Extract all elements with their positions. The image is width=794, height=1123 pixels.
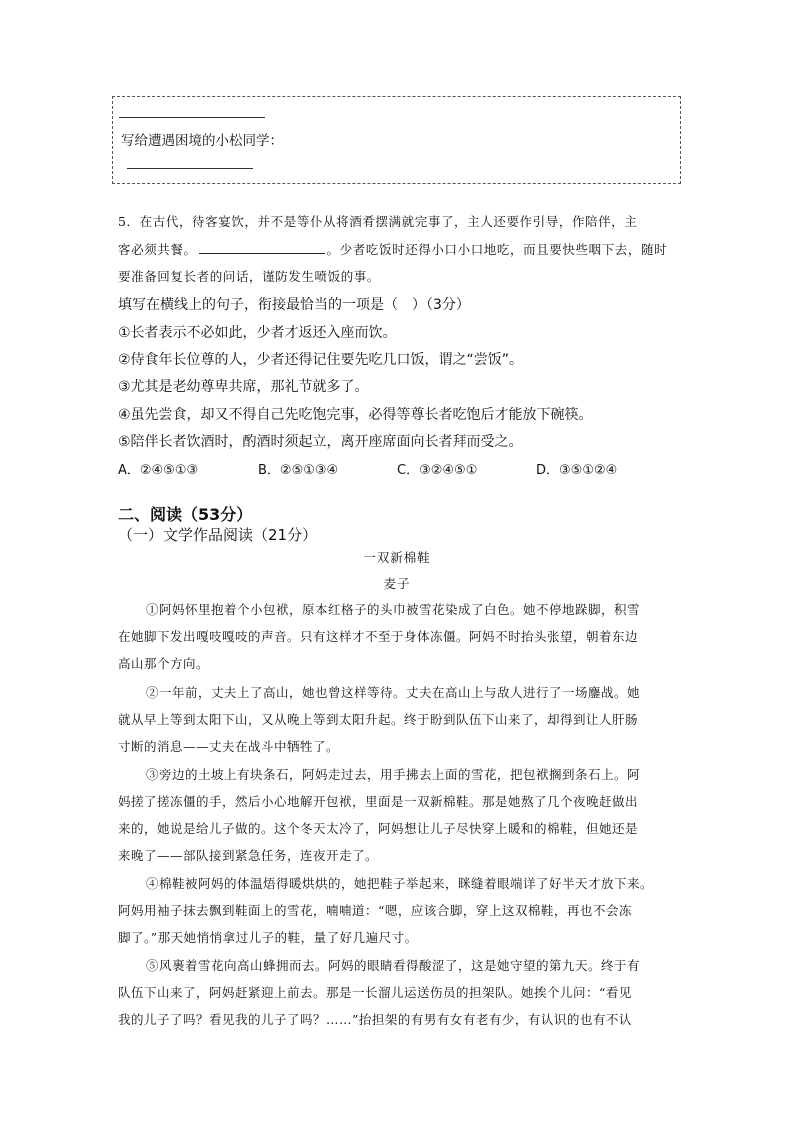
p2-line-2: 就从早上等到太阳下山，又从晚上等到太阳升起。终于盼到队伍下山来了，却得到让人肝肠: [118, 712, 639, 727]
q5-sentence-2: ②侍食年长位尊的人，少者还得记住要先吃几口饭，谓之“尝饭”。: [118, 352, 524, 368]
p2-line-1: ②一年前，丈夫上了高山，她也曾这样等待。丈夫在高山上与敌人进行了一场鏖战。她: [146, 685, 641, 700]
q5-sentence-1: ①长者表示不必如此，少者才返还入座而饮。: [118, 325, 397, 341]
p3-line-2: 妈搓了搓冻僵的手，然后小心地解开包袱，里面是一双新棉鞋。那是她熬了几个夜晚赶做出: [118, 794, 639, 809]
p4-line-1: ④棉鞋被阿妈的体温焐得暖烘烘的，她把鞋子举起来，眯缝着眼端详了好半天才放下来。: [146, 876, 654, 891]
p5-line-1: ⑤风裹着雪花向高山蜂拥而去。阿妈的眼睛看得酸涩了，这是她守望的第九天。终于有: [146, 958, 641, 973]
q5-sentence-5: ⑤陪伴长者饮酒时，酌酒时须起立，离开座席面向长者拜而受之。: [118, 434, 523, 450]
p3-line-4: 来晚了——部队接到紧急任务，连夜开走了。: [118, 848, 379, 863]
q5-option-b[interactable]: B．②⑤①③④: [258, 463, 339, 478]
q5-sentence-3: ③尤其是老幼尊卑共席，那礼节就多了。: [118, 379, 369, 395]
p3-line-1: ③旁边的土坡上有块条石，阿妈走过去，用手拂去上面的雪花，把包袱搁到条石上。阿: [146, 767, 641, 782]
q5-fill-blank[interactable]: [199, 241, 325, 254]
section-title: 二、阅读（53分）: [118, 505, 253, 524]
q5-line-3: 要准备回复长者的问话，谨防发生喷饭的事。: [118, 269, 381, 284]
answer-box-label: 写给遭遇困境的小松同学：: [121, 133, 283, 149]
p5-line-3: 我的儿子了吗？看见我的儿子了吗？……”抬担架的有男有女有老有少，有认识的也有不认: [118, 1012, 632, 1027]
answer-blank-top[interactable]: [119, 117, 265, 118]
p3-line-3: 来的，她说是给儿子做的。这个冬天太冷了，阿妈想让儿子尽快穿上暖和的棉鞋，但她还是: [118, 821, 639, 836]
q5-option-c[interactable]: C．③②④⑤①: [397, 463, 478, 478]
q5-option-a[interactable]: A．②④⑤①③: [118, 463, 199, 478]
q5-option-d[interactable]: D．③⑤①②④: [536, 463, 618, 478]
q5-line-2: [118, 240, 667, 258]
story-title: 一双新棉鞋: [363, 550, 431, 565]
p1-line-2: 在她脚下发出嘎吱嘎吱的声音。只有这样才不至于身体冻僵。阿妈不时抬头张望，朝着东边: [118, 629, 639, 644]
p2-line-3: 寸断的消息——丈夫在战斗中牺牲了。: [118, 739, 340, 754]
q5-sentence-4: ④虽先尝食，却又不得自己先吃饱完事，必得等尊长者吃饱后才能放下碗筷。: [118, 407, 593, 423]
p1-line-1: ①阿妈怀里抱着个小包袱，原本红格子的头巾被雪花染成了白色。她不停地跺脚，积雪: [146, 602, 641, 617]
p4-line-3: 脚了。”那天她悄悄拿过儿子的鞋，量了好几遍尺寸。: [118, 930, 418, 945]
p4-line-2: 阿妈用袖子抹去飘到鞋面上的雪花，喃喃道：“嗯，应该合脚，穿上这双棉鞋，再也不会冻: [118, 903, 632, 918]
p5-line-2: 队伍下山来了，阿妈赶紧迎上前去。那是一长溜儿运送伤员的担架队。她挨个儿问：“看见: [118, 985, 632, 1000]
answer-box: [112, 96, 681, 184]
answer-blank-bottom[interactable]: [127, 168, 253, 169]
q5-prompt: 填写在横线上的句子，衔接最恰当的一项是（ ）（3分）: [118, 297, 470, 313]
p1-line-3: 高山那个方向。: [118, 656, 210, 671]
q5-line-2-end: 。少者吃饭时还得小口小口地吃，而且要快些咽下去，随时: [326, 242, 668, 257]
story-author: 麦子: [383, 576, 411, 591]
q5-line-1: 5．在古代，待客宴饮，并不是等仆从将酒肴摆满就完事了，主人还要作引导，作陪伴，主: [118, 214, 638, 229]
q5-line-2-start: 客必须共餐。: [118, 242, 197, 257]
section-subtitle: （一）文学作品阅读（21分）: [118, 526, 318, 544]
